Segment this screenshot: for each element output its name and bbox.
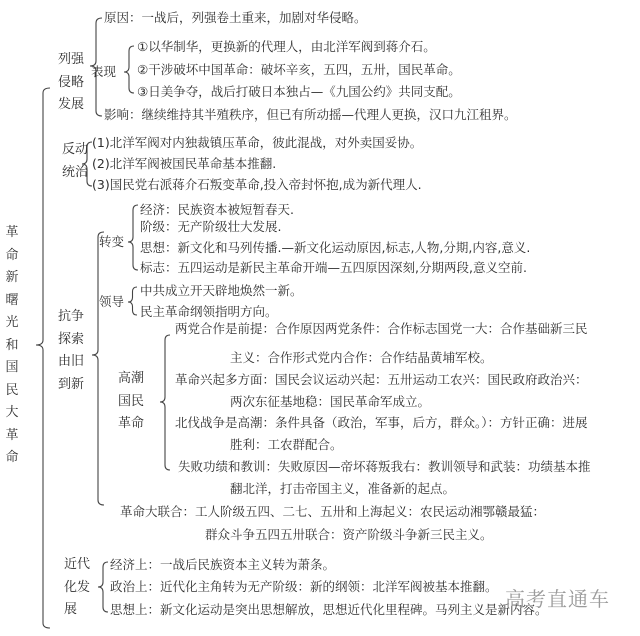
lead-item: 中共成立开天辟地焕然一新。: [140, 283, 303, 298]
modern-brace: [98, 562, 108, 612]
alliance-line: 革命大联合：工人阶级五四、二七、五卅和上海起义：农民运动湘鄂赣最猛：: [120, 504, 546, 519]
change-item: 经济：民族资本被短暂春天.: [140, 202, 294, 217]
change-item: 思想：新文化和马列传播.—新文化运动原因,标志,人物,分期,内容,意义.: [140, 240, 531, 255]
reaction-item: (1)北洋军阀对内独裁镇压革命，彼此混战，对外卖国妥协。: [92, 135, 423, 150]
climax-item: 两次东征基地稳：国民革命军成立。: [230, 394, 431, 409]
lead-label: 领导: [99, 294, 125, 309]
reaction-label: 反动统治: [62, 142, 89, 180]
climax-item: 革命兴起多方面：国民会议运动兴起：五卅运动工农兴：国民政府政治兴：: [175, 372, 588, 387]
climax-item: 两党合作是前提：合作原因两党条件：合作标志国党一大：合作基础新三民: [175, 321, 588, 336]
climax-brace: [160, 335, 170, 470]
modern-label: 近代化发展: [64, 557, 91, 617]
climax-item: 北伐战争是高潮：条件具备（政治，军事，后方，群众。）：方针正确：进展: [175, 415, 588, 430]
alliance-line: 群众斗争五四五卅联合：资产阶级斗争新三民主义。: [205, 527, 493, 542]
change-item: 标志：五四运动是新民主革命开端—五四原因深刻,分期两段,意义空前.: [140, 260, 527, 275]
lead-brace: [128, 287, 137, 315]
climax-item: 失败功绩和教训：失败原因—帝坏蒋叛我右：教训领导和武装：功绩基本推: [178, 459, 591, 474]
climax-label: 高潮国民革命: [118, 371, 145, 431]
modern-item: 政治上：近代化主角转为无产阶级：新的纲领：北洋军阀被基本推翻。: [110, 579, 498, 594]
reaction-item: (3)国民党右派蒋介石叛变革命,投入帝封怀抱,成为新代理人.: [92, 177, 422, 192]
lead-item: 民主革命纲领指明方向。: [140, 304, 278, 319]
invasion-impact: 影响：继续维持其半殖秩序，但已有所动摇—代理人更换，汉口九江租界。: [104, 107, 517, 122]
invasion-cause: 原因：一战后，列强卷土重来，加剧对华侵略。: [104, 10, 367, 25]
change-label: 转变: [99, 234, 125, 249]
invasion-label: 列强侵略发展: [58, 52, 85, 112]
root-brace: [36, 88, 50, 628]
manifest-item: ①以华制华，更换新的代理人，由北洋军阀到蒋介石。: [137, 39, 436, 54]
manifest-item: ③日美争夺，战后打破日本独占—《九国公约》共同支配。: [137, 84, 461, 99]
climax-item: 翻北洋，打击帝国主义，准备新的起点。: [230, 481, 456, 496]
watermark: 高考直通车: [505, 587, 610, 611]
modern-item: 思想上：新文化运动是突出思想解放，思想近代化里程碑。马列主义是新内容。: [110, 602, 548, 617]
climax-item: 主义：合作形式党内合作：合作结晶黄埔军校。: [230, 350, 493, 365]
struggle-label: 抗争探索由旧到新: [58, 309, 85, 392]
root-title: 革命新曙光和国民大革命: [5, 225, 19, 465]
reaction-item: (2)北洋军阀被国民革命基本推翻.: [92, 156, 277, 171]
climax-item: 胜利：工农群配合。: [230, 437, 343, 452]
change-brace: [128, 205, 138, 270]
change-item: 阶级：无产阶级壮大发展.: [140, 219, 282, 234]
struggle-brace: [92, 232, 104, 505]
manifest-brace: [124, 46, 134, 93]
manifest-item: ②干涉破坏中国革命：破坏辛亥，五四，五卅，国民革命。: [137, 62, 461, 77]
modern-item: 经济上：一战后民族资本主义转为萧条。: [110, 557, 336, 572]
manifest-label: 表现: [91, 64, 117, 79]
